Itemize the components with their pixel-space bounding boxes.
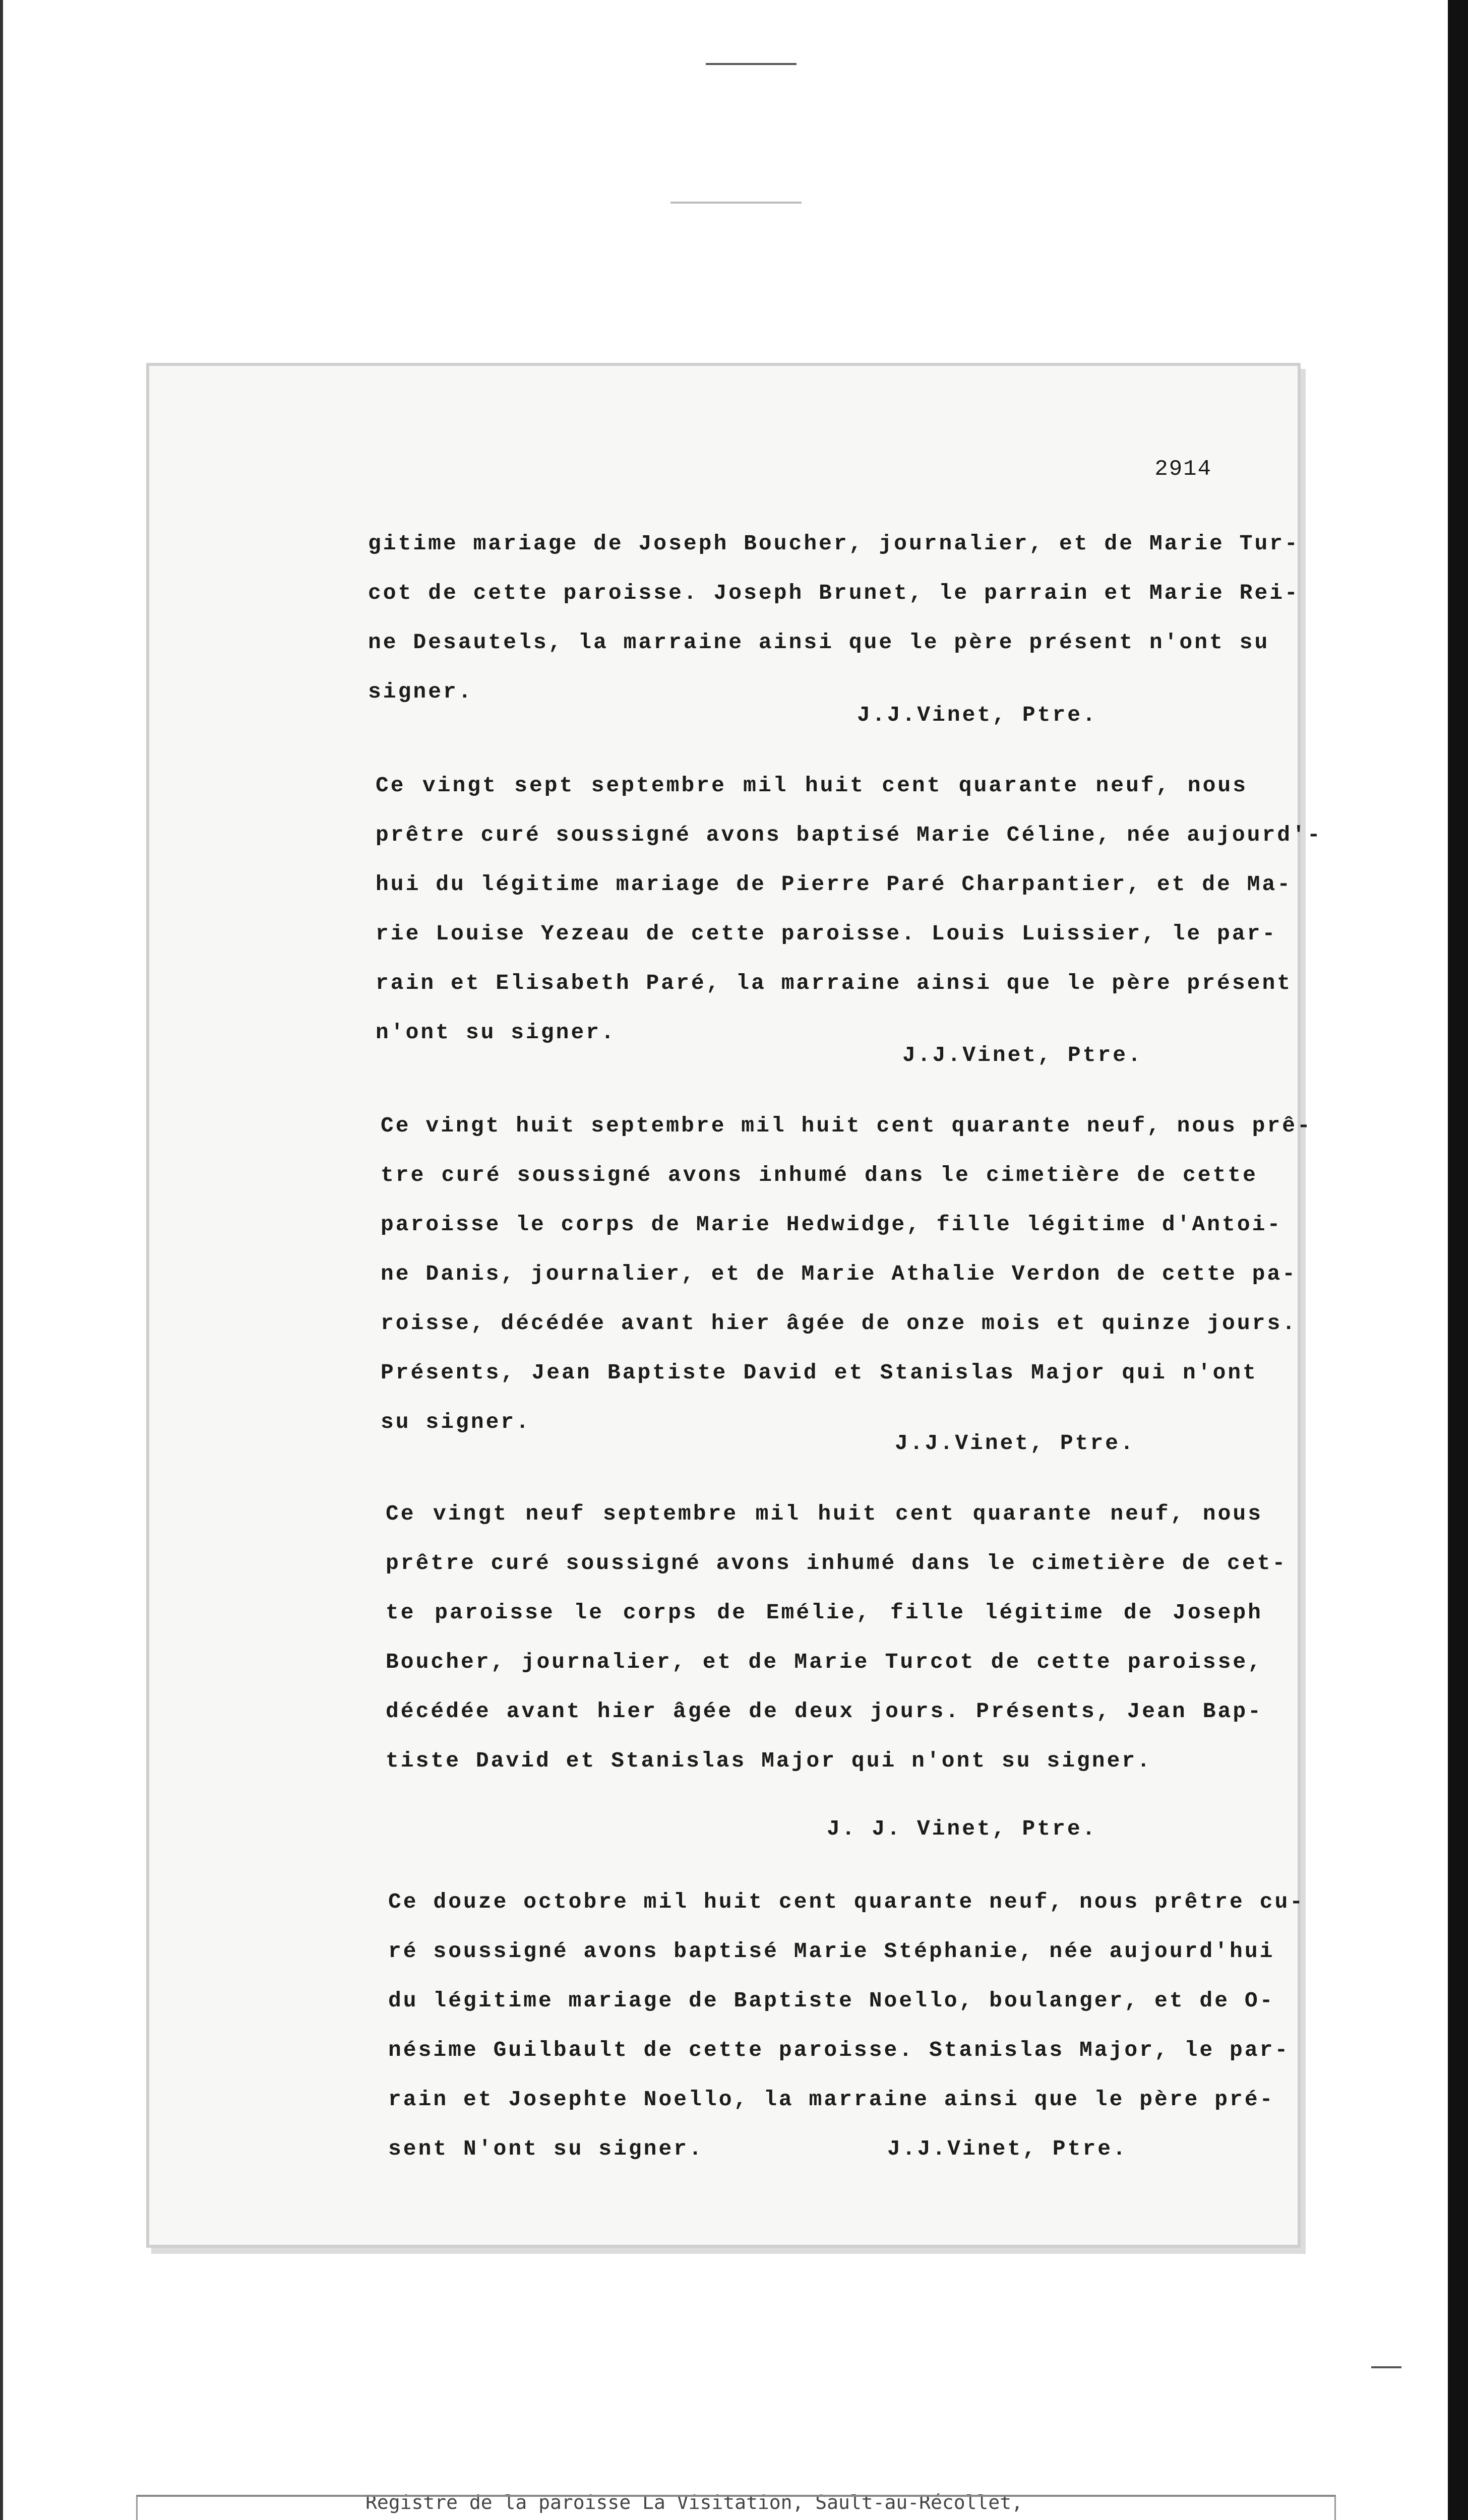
entry-line: Ce douze octobre mil huit cent quarante neuf, nous prêtre cu- bbox=[388, 1889, 1305, 1914]
entry-line: décédée avant hier âgée de deux jours. Présents, Jean Bap- bbox=[386, 1699, 1263, 1724]
film-edge-left bbox=[0, 0, 3, 2520]
page-number: 2914 bbox=[1154, 457, 1212, 482]
entry-line: ne Danis, journalier, et de Marie Athalie Verdon de cette pa- bbox=[381, 1262, 1298, 1286]
entry-line: rain et Elisabeth Paré, la marraine ainsi que le père présent bbox=[376, 971, 1293, 995]
entry-line: prêtre curé soussigné avons baptisé Marie Céline, née aujourd'- bbox=[376, 823, 1322, 847]
entry-line: Présents, Jean Baptiste David et Stanislas Major qui n'ont bbox=[381, 1360, 1258, 1385]
entry-line: gitime mariage de Joseph Boucher, journalier, et de Marie Tur- bbox=[368, 531, 1300, 556]
entry-line: rain et Josephte Noello, la marraine ainsi que le père pré- bbox=[388, 2087, 1275, 2112]
entry-line: Ce vingt sept septembre mil huit cent quarante neuf, nous bbox=[376, 773, 1248, 798]
signature-text: J.J.Vinet, Ptre. bbox=[902, 1043, 1143, 1067]
entry-line: n'ont su signer. bbox=[376, 1020, 616, 1045]
entry-line: prêtre curé soussigné avons inhumé dans le cimetière de cet- bbox=[386, 1551, 1288, 1576]
entry-line: tre curé soussigné avons inhumé dans le cimetière de cette bbox=[381, 1163, 1258, 1187]
signature bbox=[895, 1419, 1248, 1468]
entry-line: Ce vingt neuf septembre mil huit cent quarante neuf, nous bbox=[386, 1501, 1263, 1526]
signature bbox=[857, 690, 1210, 740]
entry-line: du légitime mariage de Baptiste Noello, boulanger, et de O- bbox=[388, 1988, 1275, 2013]
register-entry bbox=[376, 761, 1322, 1057]
entry-line: signer. bbox=[368, 679, 473, 704]
signature-text: J.J.Vinet, Ptre. bbox=[887, 2136, 1128, 2161]
signature-text: J.J.Vinet, Ptre. bbox=[895, 1431, 1135, 1456]
film-scratch-mark bbox=[1371, 2366, 1401, 2368]
entry-line: sent N'ont su signer. bbox=[388, 2136, 704, 2161]
entry-line: cot de cette paroisse. Joseph Brunet, le parrain et Marie Rei- bbox=[368, 581, 1300, 605]
archives-label bbox=[136, 2495, 1336, 2520]
entry-line: rie Louise Yezeau de cette paroisse. Louis Luissier, le par- bbox=[376, 921, 1277, 946]
entry-line: nésime Guilbault de cette paroisse. Stanislas Major, le par- bbox=[388, 2038, 1290, 2062]
entry-line: Ce vingt huit septembre mil huit cent quarante neuf, nous prê- bbox=[381, 1113, 1312, 1138]
entry-line: su signer. bbox=[381, 1410, 531, 1434]
signature-text: J.J.Vinet, Ptre. bbox=[857, 703, 1097, 727]
register-entry bbox=[368, 519, 1300, 717]
film-scratch-mark bbox=[670, 202, 802, 204]
signature-text: J. J. Vinet, Ptre. bbox=[827, 1816, 1097, 1841]
entry-line: roisse, décédée avant hier âgée de onze mois et quinze jours. bbox=[381, 1311, 1298, 1336]
signature bbox=[902, 1031, 1255, 1080]
entry-line: hui du légitime mariage de Pierre Paré Charpantier, et de Ma- bbox=[376, 872, 1293, 897]
entry-line: ré soussigné avons baptisé Marie Stéphanie, née aujourd'hui bbox=[388, 1939, 1275, 1964]
entry-line: tiste David et Stanislas Major qui n'ont su signer. bbox=[386, 1748, 1152, 1773]
film-scratch-mark bbox=[706, 63, 797, 65]
entry-line: te paroisse le corps de Emélie, fille légitime de Joseph bbox=[386, 1600, 1263, 1625]
entry-line: Boucher, journalier, et de Marie Turcot de cette paroisse, bbox=[386, 1650, 1263, 1674]
entry-line: paroisse le corps de Marie Hedwidge, fille légitime d'Antoi- bbox=[381, 1212, 1282, 1237]
signature bbox=[887, 2124, 1240, 2174]
film-edge-right bbox=[1448, 0, 1468, 2520]
signature bbox=[827, 1804, 1180, 1854]
caption-line-1: Registre de la paroisse La Visitation, Sault-au-Récollet, bbox=[365, 2491, 1023, 2513]
register-entry bbox=[381, 1101, 1312, 1447]
entry-line: ne Desautels, la marraine ainsi que le père présent n'ont su bbox=[368, 630, 1270, 655]
register-entry bbox=[386, 1489, 1288, 1786]
